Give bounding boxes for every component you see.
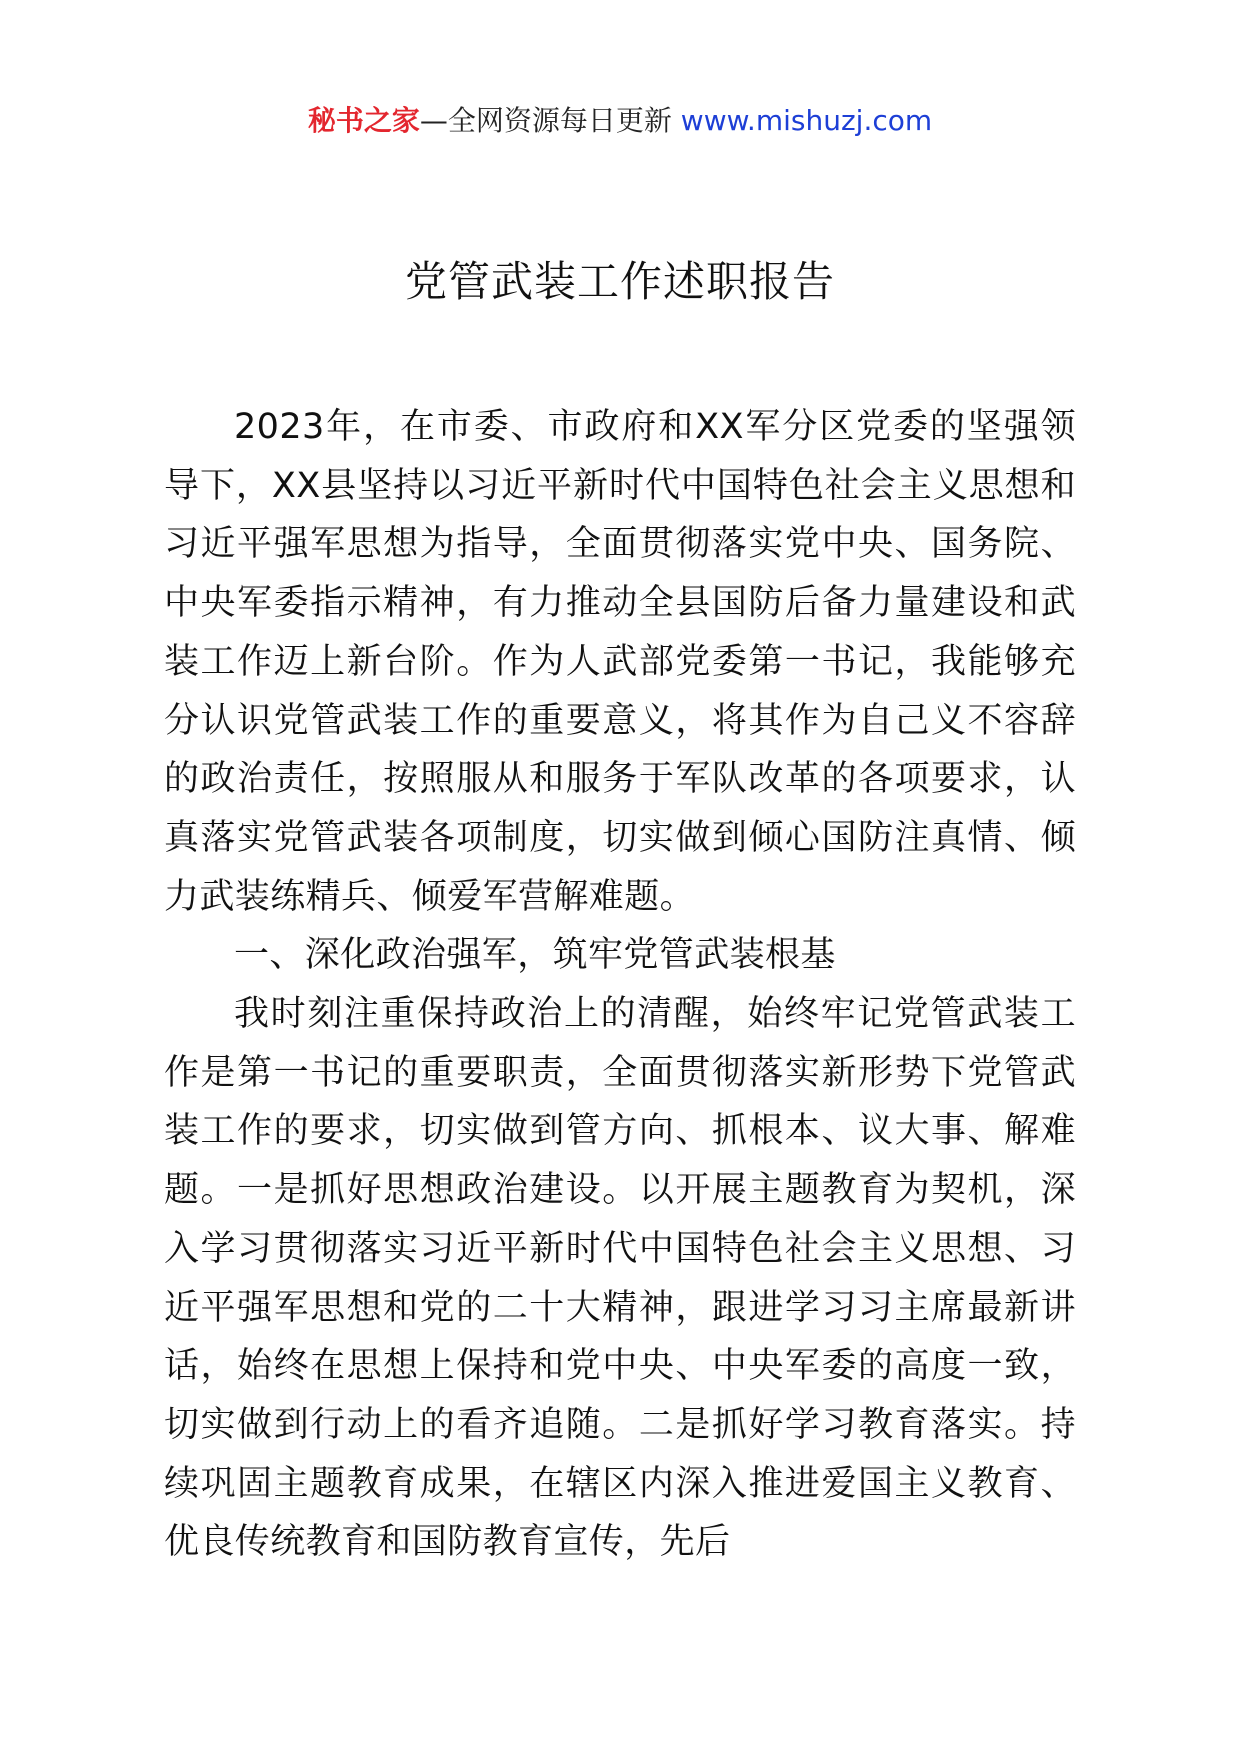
intro-paragraph: 2023年，在市委、市政府和XX军分区党委的坚强领导下，XX县坚持以习近平新时代中国特色社会主义思想和习近平强军思想为指导，全面贯彻落实党中央、国务院、中央军委指示精神，有力推动全县国防后备力量建设和武装工作迈上新台阶。作为人武部党委第一书记，我能够充分认识党管武装工作的重要意义，将其作为自己义不容辞的政治责任，按照服从和服务于军队改革的各项要求，认真落实党管武装各项制度，切实做到倾心国防注真情、倾力武装练精兵、倾爱军营解难题。	[164, 407, 1076, 917]
document-title: 党管武装工作述职报告	[404, 257, 835, 306]
document-body	[164, 398, 1076, 1572]
brand-name: 秘书之家	[307, 104, 420, 137]
section-paragraph-1: 我时刻注重保持政治上的清醒，始终牢记党管武装工作是第一书记的重要职责，全面贯彻落实新形势下党管武装工作的要求，切实做到管方向、抓根本、议大事、解难题。一是抓好思想政治建设。以开展主题教育为契机，深入学习贯彻落实习近平新时代中国特色社会主义思想、习近平强军思想和党的二十大精神，跟进学习习主席最新讲话，始终在思想上保持和党中央、中央军委的高度一致，切实做到行动上的看齐追随。二是抓好学习教育落实。持续巩固主题教育成果，在辖区内深入推进爱国主义教育、优良传统教育和国防教育宣传，先后	[164, 994, 1076, 1563]
site-header	[0, 101, 1240, 141]
site-url-link[interactable]: www.mishuzj.com	[680, 104, 933, 137]
header-slogan: —全网资源每日更新	[419, 104, 672, 137]
section-heading-1: 一、深化政治强军，筑牢党管武装根基	[234, 935, 836, 976]
